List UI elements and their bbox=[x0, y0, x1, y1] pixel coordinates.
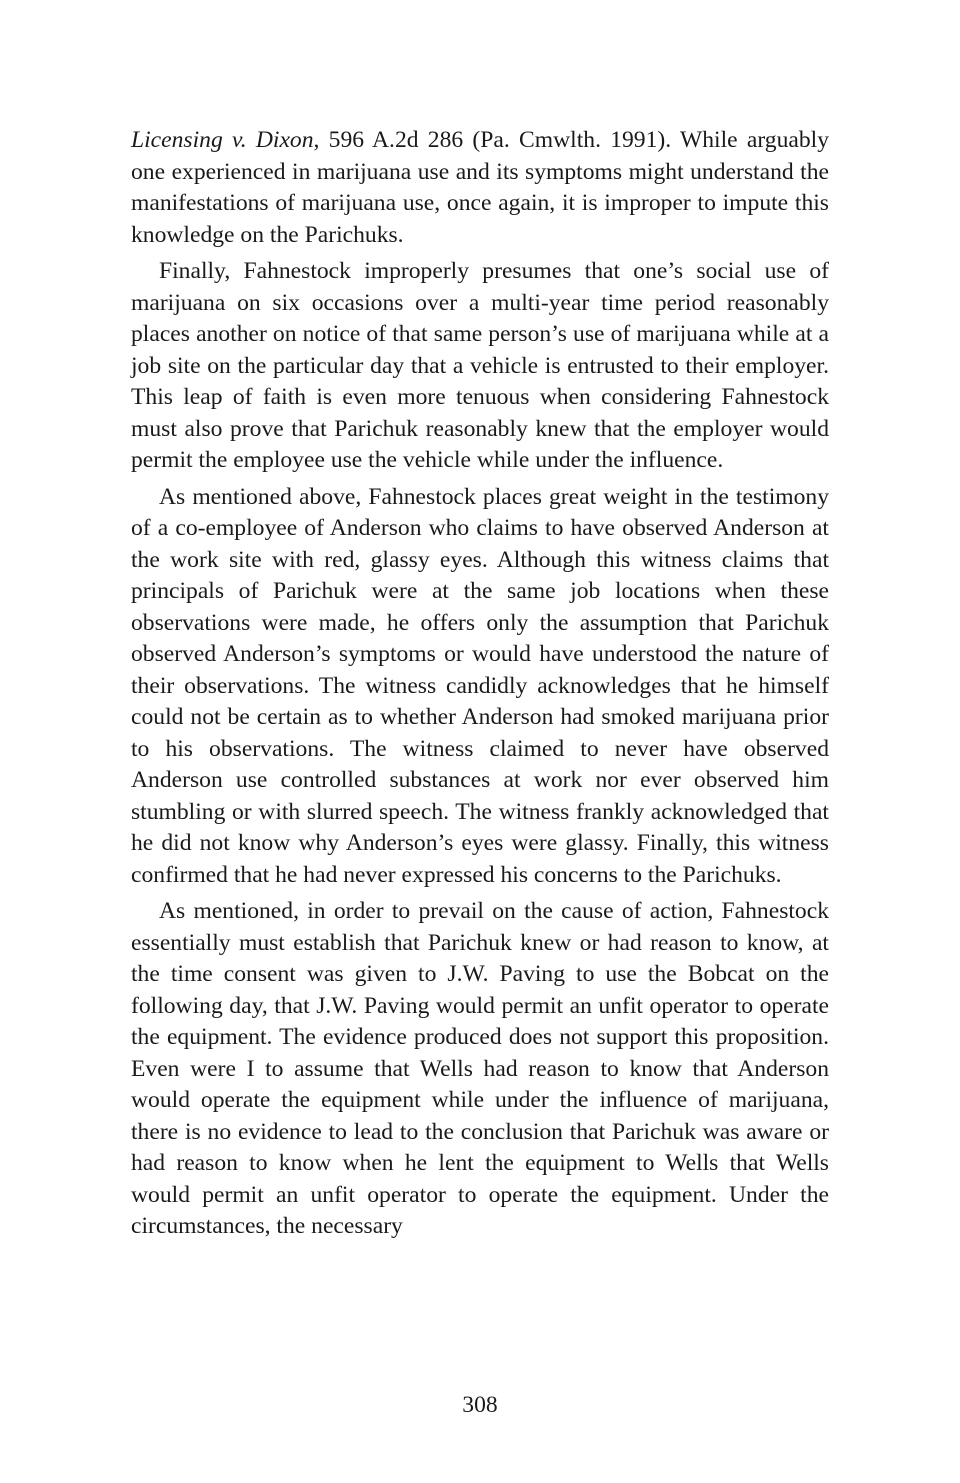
paragraph-1 bbox=[131, 125, 829, 251]
page-number: 308 bbox=[462, 1392, 498, 1418]
paragraph-3: As mentioned above, Fahnestock places great weight in the testimony of a co-employee of Anderson who claims to have observed Anderson at the work site with red, glassy eyes. Although this witness claims that principals of Parichuk were at the same job locations when these observations were made, he offers only the assumption that Parichuk observed Anderson’s symptoms or would have understood the nature of their observations. The witness candidly acknowledges that he himself could not be certain as to whether Anderson had smoked marijuana prior to his observations. The witness claimed to never have observed Anderson use controlled substances at work nor ever observed him stumbling or with slurred speech. The witness frankly acknowledged that he did not know why Anderson’s eyes were glassy. Finally, this witness confirmed that he had never expressed his concerns to the Parichuks. bbox=[131, 483, 829, 888]
case-citation-italic: Licensing v. Dixon bbox=[131, 127, 314, 153]
paragraph-4: As mentioned, in order to prevail on the cause of action, Fahnestock essentially must establish that Parichuk knew or had reason to know, at the time consent was given to J.W. Paving to use the Bobcat on the following day, that J.W. Paving would permit an unfit operator to operate the equipment. The evidence produced does not support this proposition. Even were I to assume that Wells had reason to know that Anderson would operate the equipment while under the influence of marijuana, there is no evidence to lead to the conclusion that Parichuk was aware or had reason to know when he lent the equipment to Wells that Wells would permit an unfit operator to operate the equipment. Under the circumstances, the necessary bbox=[131, 898, 829, 1239]
paragraph-1-text: , 596 A.2d 286 (Pa. Cmwlth. 1991). While arguably one experienced in marijuana use and its symptoms might understand the manifestations of marijuana use, once again, it is improper to impute this knowledge on the Parichuks. bbox=[131, 127, 829, 248]
paragraph-2: Finally, Fahnestock improperly presumes that one’s social use of marijuana on six occasions over a multi-year time period reasonably places another on notice of that same person’s use of marijuana while at a job site on the particular day that a vehicle is entrusted to their employer. This leap of faith is even more tenuous when considering Fahnestock must also prove that Parichuk reasonably knew that the employer would permit the employee use the vehicle while under the influence. bbox=[131, 258, 829, 473]
document-body bbox=[131, 125, 829, 1248]
